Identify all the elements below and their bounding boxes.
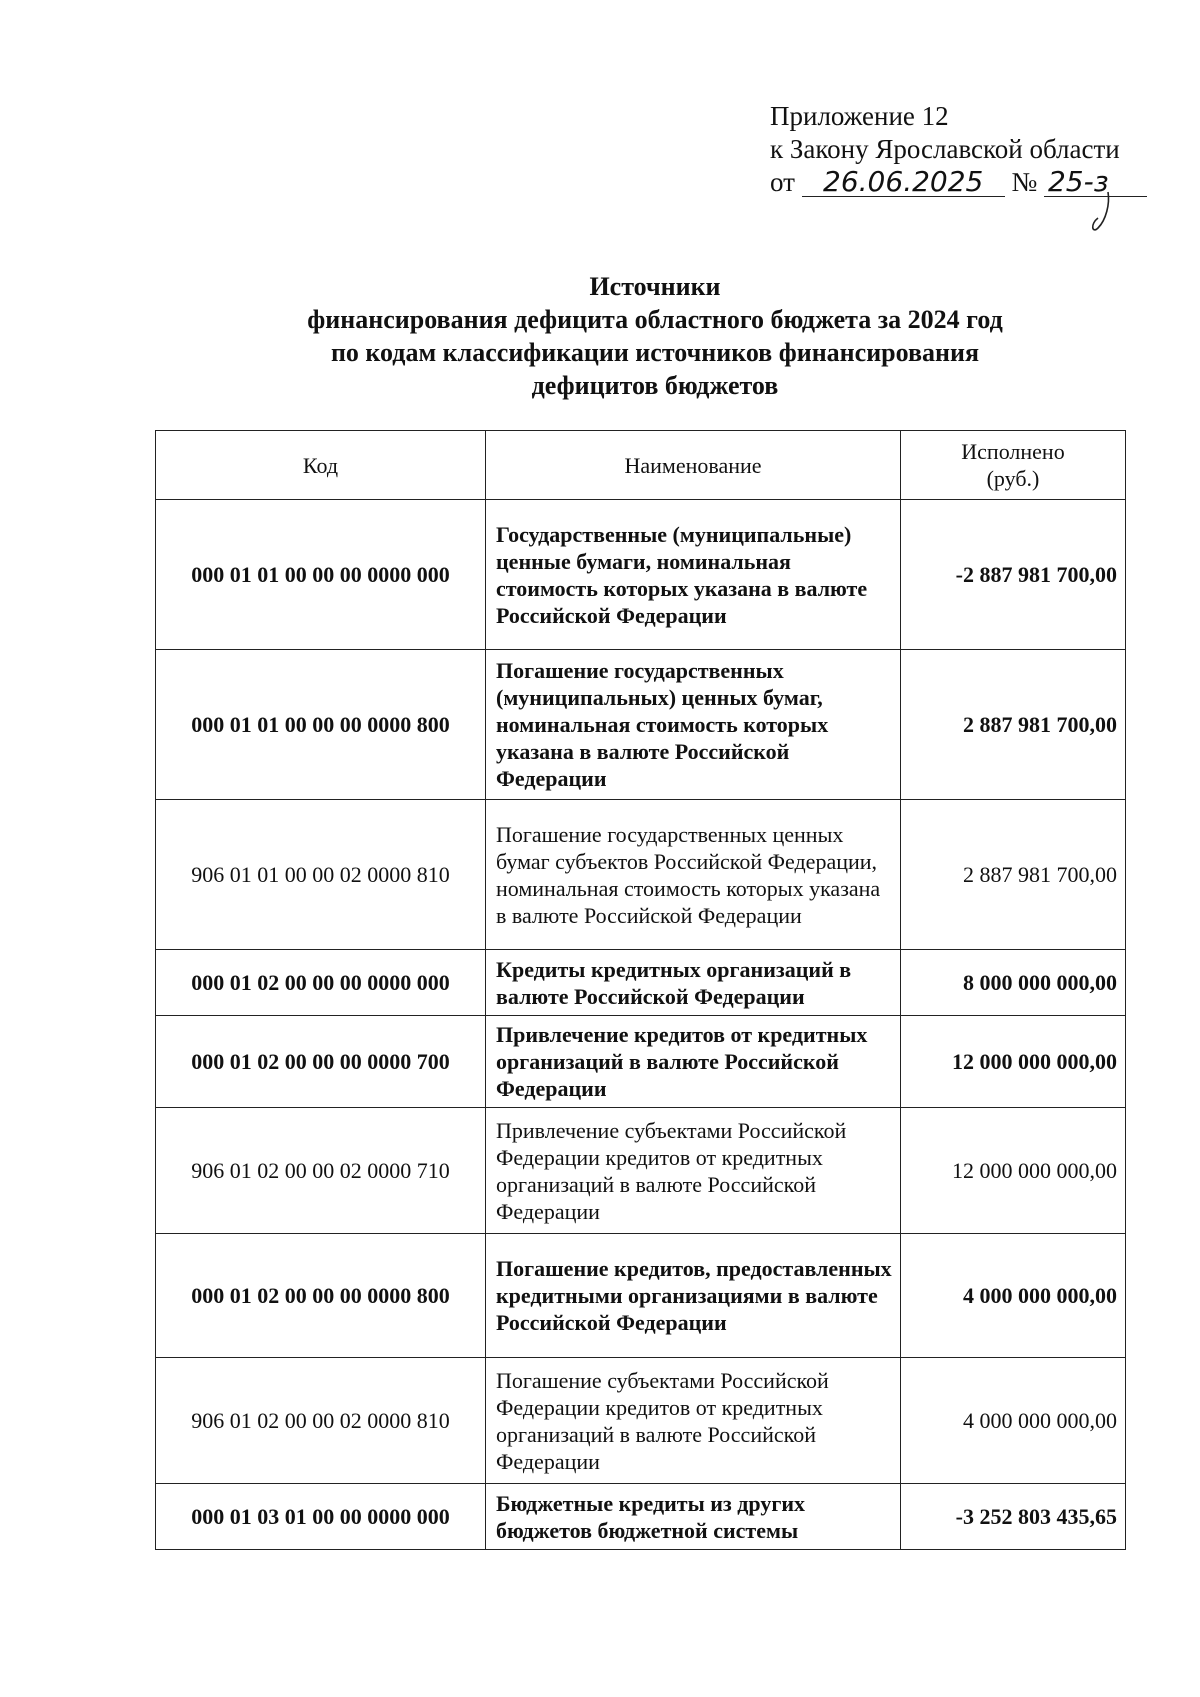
cell-name: Погашение кредитов, предоставленных кредитными организациями в валюте Российской Федерации [486, 1234, 901, 1358]
column-header-name: Наименование [486, 431, 901, 500]
cell-code: 000 01 01 00 00 00 0000 000 [156, 500, 486, 650]
handwriting-flourish [1090, 190, 1116, 234]
title-line-4: дефицитов бюджетов [531, 371, 779, 400]
handwritten-number: 25-з [1044, 168, 1147, 197]
handwritten-date: 26.06.2025 [802, 168, 1005, 197]
cell-name: Государственные (муниципальные) ценные бумаги, номинальная стоимость которых указана в валюте Российской Федерации [486, 500, 901, 650]
cell-amount: 12 000 000 000,00 [901, 1108, 1126, 1234]
cell-code: 000 01 02 00 00 00 0000 700 [156, 1016, 486, 1108]
cell-code: 906 01 02 00 00 02 0000 810 [156, 1358, 486, 1484]
cell-amount: 2 887 981 700,00 [901, 650, 1126, 800]
appendix-title: Приложение 12 [770, 101, 949, 131]
cell-code: 906 01 01 00 00 02 0000 810 [156, 800, 486, 950]
cell-name: Погашение субъектами Российской Федерации кредитов от кредитных организаций в валюте Российской Федерации [486, 1358, 901, 1484]
title-line-3: по кодам классификации источников финансирования [330, 338, 980, 367]
cell-code: 000 01 01 00 00 00 0000 800 [156, 650, 486, 800]
column-header-amount [901, 431, 1126, 500]
table-row [156, 1358, 1126, 1484]
date-prefix: от [770, 167, 795, 197]
cell-amount: 2 887 981 700,00 [901, 800, 1126, 950]
column-header-code: Код [156, 431, 486, 500]
document-title [0, 270, 1200, 402]
number-sign: № [1011, 167, 1038, 197]
cell-amount: 12 000 000 000,00 [901, 1016, 1126, 1108]
cell-code: 000 01 02 00 00 00 0000 800 [156, 1234, 486, 1358]
title-line-2: финансирования дефицита областного бюджета за 2024 год [307, 305, 1003, 334]
cell-code: 000 01 03 01 00 00 0000 000 [156, 1484, 486, 1550]
table-row [156, 1484, 1126, 1550]
table-row [156, 950, 1126, 1016]
table-row [156, 500, 1126, 650]
cell-name: Привлечение кредитов от кредитных организаций в валюте Российской Федерации [486, 1016, 901, 1108]
table-body [156, 500, 1126, 1550]
cell-code: 906 01 02 00 00 02 0000 710 [156, 1108, 486, 1234]
cell-amount: -2 887 981 700,00 [901, 500, 1126, 650]
cell-name: Бюджетные кредиты из других бюджетов бюджетной системы [486, 1484, 901, 1550]
cell-name: Привлечение субъектами Российской Федерации кредитов от кредитных организаций в валюте Российской Федерации [486, 1108, 901, 1234]
title-line-1: Источники [589, 272, 721, 301]
table-row [156, 650, 1126, 800]
table-row [156, 1016, 1126, 1108]
cell-amount: 4 000 000 000,00 [901, 1234, 1126, 1358]
cell-name: Кредиты кредитных организаций в валюте Российской Федерации [486, 950, 901, 1016]
cell-code: 000 01 02 00 00 00 0000 000 [156, 950, 486, 1016]
table-row [156, 1108, 1126, 1234]
column-header-amount-text: Исполнено (руб.) [961, 439, 1065, 491]
table-row [156, 800, 1126, 950]
cell-name: Погашение государственных ценных бумаг субъектов Российской Федерации, номинальная стоимость которых указана в валюте Российской Федерации [486, 800, 901, 950]
table-header-row [156, 431, 1126, 500]
sources-table [155, 430, 1126, 1550]
cell-amount: 8 000 000 000,00 [901, 950, 1126, 1016]
cell-amount: -3 252 803 435,65 [901, 1484, 1126, 1550]
table-row [156, 1234, 1126, 1358]
appendix-law-reference: к Закону Ярославской области [770, 134, 1120, 164]
appendix-header [770, 100, 1147, 199]
cell-name: Погашение государственных (муниципальных) ценных бумаг, номинальная стоимость которых указана в валюте Российской Федерации [486, 650, 901, 800]
cell-amount: 4 000 000 000,00 [901, 1358, 1126, 1484]
